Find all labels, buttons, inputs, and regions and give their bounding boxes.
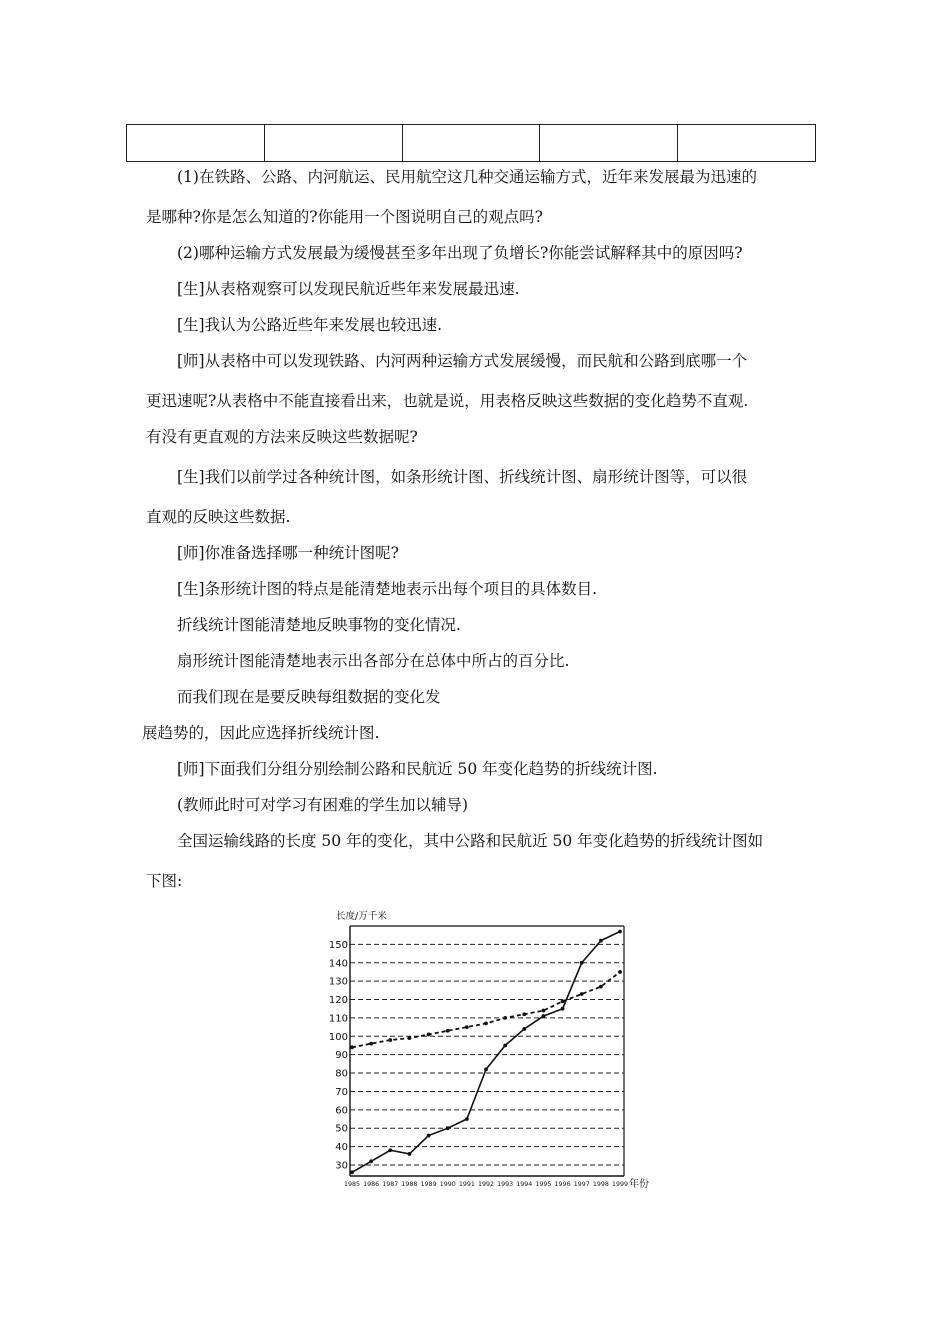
y-tick-label: 130	[328, 976, 348, 988]
paragraph-line: [师]你准备选择哪一种统计图呢?	[177, 544, 399, 562]
data-point	[580, 961, 584, 965]
paragraph-line: 有没有更直观的方法来反映这些数据呢?	[146, 428, 418, 446]
data-point	[408, 1036, 412, 1040]
data-point	[484, 1022, 488, 1026]
table-row	[127, 125, 816, 162]
data-point	[408, 1152, 412, 1156]
paragraph-line: 直观的反映这些数据.	[146, 508, 291, 526]
data-point	[350, 1045, 354, 1049]
y-tick-label: 120	[328, 995, 348, 1007]
data-point	[388, 1038, 392, 1042]
x-tick-label: 1998	[592, 1181, 609, 1188]
y-tick-label: 40	[335, 1142, 348, 1154]
paragraph-line: [师]从表格中可以发现铁路、内河两种运输方式发展缓慢，而民航和公路到底哪一个	[177, 352, 748, 370]
data-point	[561, 1007, 565, 1011]
data-point	[580, 992, 584, 996]
y-axis-label: 长度/万千米	[336, 911, 387, 922]
data-point	[388, 1148, 392, 1152]
y-tick-label: 50	[335, 1123, 348, 1135]
paragraph-line: 全国运输线路的长度 50 年的变化，其中公路和民航近 50 年变化趋势的折线统计图如	[177, 832, 764, 850]
x-tick-label: 1995	[535, 1181, 552, 1188]
paragraph-line: 扇形统计图能清楚地表示出各部分在总体中所占的百分比.	[177, 652, 570, 670]
paragraph-line: [生]我认为公路近些年来发展也较迅速.	[177, 316, 443, 334]
table-cell	[127, 125, 265, 162]
data-point	[599, 985, 603, 989]
data-point	[446, 1029, 450, 1033]
paragraph-line: [生]条形统计图的特点是能清楚地表示出每个项目的具体数目.	[177, 580, 598, 598]
paragraph-line: 更迅速呢?从表格中不能直接看出来，也就是说，用表格反映这些数据的变化趋势不直观.	[146, 392, 749, 410]
data-point	[618, 930, 622, 934]
x-tick-label: 1989	[420, 1181, 437, 1188]
y-tick-label: 110	[328, 1013, 348, 1025]
data-point	[369, 1159, 373, 1163]
data-table	[126, 124, 816, 162]
y-tick-label: 150	[328, 939, 348, 951]
x-tick-label: 1987	[382, 1181, 399, 1188]
data-point	[350, 1170, 354, 1174]
paragraph-line: (2)哪种运输方式发展最为缓慢甚至多年出现了负增长?你能尝试解释其中的原因吗?	[177, 244, 743, 262]
y-tick-label: 80	[335, 1068, 348, 1080]
x-tick-label: 1985	[343, 1181, 361, 1188]
x-tick-label: 1996	[554, 1181, 571, 1188]
paragraph-line: 而我们现在是要反映每组数据的变化发	[177, 688, 441, 706]
data-point	[542, 1009, 546, 1013]
data-point	[427, 1033, 431, 1037]
paragraph-line: (1)在铁路、公路、内河航运、民用航空这几种交通运输方式，近年来发展最为迅速的	[177, 168, 757, 186]
table-cell	[540, 125, 678, 162]
paragraph-line: [生]从表格观察可以发现民航近些年来发展最迅速.	[177, 280, 520, 298]
paragraph-line: [师]下面我们分组分别绘制公路和民航近 50 年变化趋势的折线统计图.	[177, 760, 658, 778]
x-tick-label: 1999	[611, 1181, 629, 1188]
line-chart	[328, 904, 656, 1194]
y-tick-label: 100	[328, 1031, 348, 1043]
paragraph-line: (教师此时可对学习有困难的学生加以辅导)	[177, 796, 469, 814]
data-point	[522, 1012, 526, 1016]
x-tick-label: 1988	[401, 1181, 418, 1188]
y-tick-label: 30	[335, 1160, 348, 1172]
paragraph-line: 下图:	[146, 872, 183, 890]
paragraph-line: 是哪种?你是怎么知道的?你能用一个图说明自己的观点吗?	[146, 208, 543, 226]
data-point	[542, 1014, 546, 1018]
paragraph-line: 折线统计图能清楚地反映事物的变化情况.	[177, 616, 461, 634]
data-point	[369, 1042, 373, 1046]
paragraph-line: [生]我们以前学过各种统计图，如条形统计图、折线统计图、扇形统计图等，可以很	[177, 468, 748, 486]
table-cell	[264, 125, 402, 162]
x-tick-label: 1991	[458, 1181, 475, 1188]
series-line-solid	[352, 932, 620, 1173]
data-point	[446, 1126, 450, 1130]
data-point	[522, 1027, 526, 1031]
x-tick-label: 1986	[363, 1181, 380, 1188]
x-tick-label: 1992	[477, 1181, 495, 1188]
paragraph-line: 展趋势的，因此应选择折线统计图.	[142, 724, 380, 742]
data-point	[503, 1044, 507, 1048]
x-tick-label: 1997	[573, 1181, 590, 1188]
data-point	[465, 1117, 469, 1121]
x-tick-label: 1990	[439, 1181, 456, 1188]
x-axis-label: 年份	[629, 1179, 649, 1190]
y-tick-label: 70	[335, 1086, 348, 1098]
table-cell	[678, 125, 816, 162]
y-tick-label: 90	[335, 1050, 348, 1062]
data-point	[484, 1067, 488, 1071]
table-cell	[402, 125, 540, 162]
data-point	[561, 999, 565, 1003]
data-point	[503, 1016, 507, 1020]
data-point	[618, 970, 622, 974]
data-point	[599, 939, 603, 943]
y-tick-label: 140	[328, 958, 348, 970]
x-tick-label: 1994	[516, 1181, 533, 1188]
data-point	[427, 1134, 431, 1138]
data-point	[465, 1025, 469, 1029]
y-tick-label: 60	[335, 1105, 348, 1117]
x-tick-label: 1993	[497, 1181, 514, 1188]
